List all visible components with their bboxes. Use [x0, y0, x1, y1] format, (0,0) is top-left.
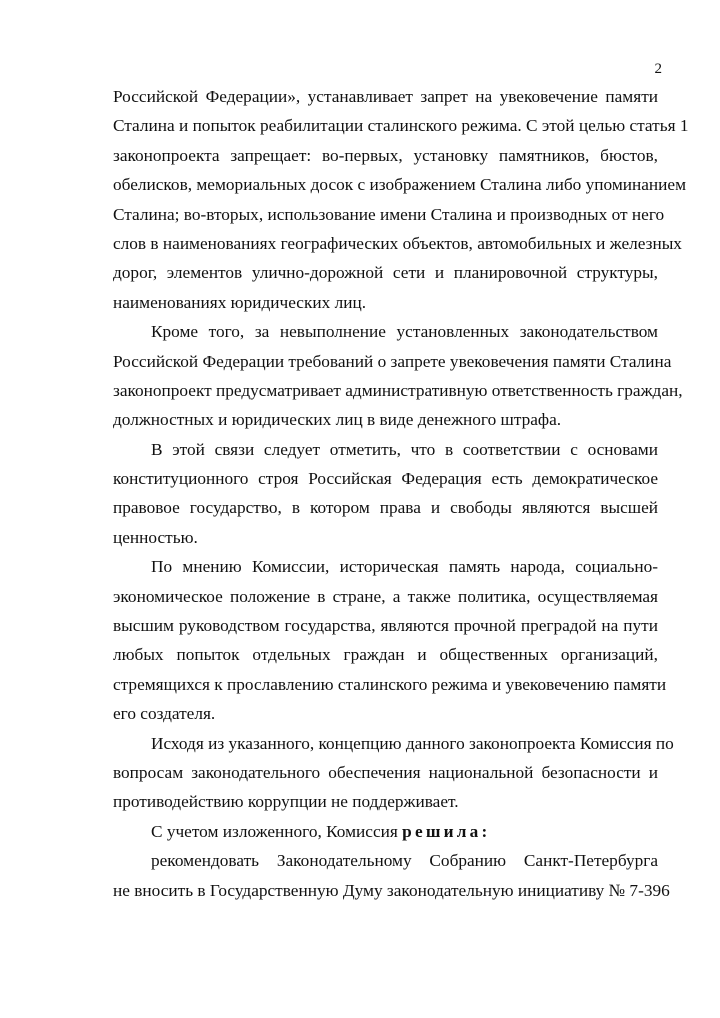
text-line: рекомендовать Законодательному Собранию Санкт-Петербурга [151, 851, 658, 871]
decision-lead-text: С учетом изложенного, Комиссия [151, 821, 403, 841]
text-line: слов в наименованиях географических объектов, автомобильных и железных [113, 233, 682, 253]
text-line: Российской Федерации», устанавливает запрет на увековечение памяти [113, 87, 658, 106]
text-line [113, 817, 658, 846]
document-body [113, 82, 689, 905]
paragraph-4 [113, 552, 667, 728]
text-line: дорог, элементов улично-дорожной сети и планировочной структуры, [113, 263, 658, 283]
text-line: правовое государство, в котором права и свободы являются высшей [113, 498, 658, 518]
text-line: экономическое положение в стране, а также политика, осуществляемая [113, 586, 658, 606]
text-line: наименованиях юридических лиц. [113, 292, 367, 312]
paragraph-3 [113, 435, 658, 553]
text-line: обелисков, мемориальных досок с изображением Сталина либо упоминанием [113, 175, 687, 195]
text-line: Сталина; во-вторых, использование имени Сталина и производных от него [113, 204, 665, 224]
page-number: 2 [654, 61, 662, 77]
text-line: По мнению Комиссии, историческая память народа, социально- [151, 557, 658, 577]
text-line: законопроект предусматривает административную ответственность граждан, [113, 380, 683, 400]
text-line: его создателя. [113, 704, 216, 724]
decision-keyword: решила: [402, 821, 491, 841]
text-line: В этой связи следует отметить, что в соответствии с основами [151, 439, 658, 459]
paragraph-recommendation [113, 846, 670, 905]
text-line: Сталина и попыток реабилитации сталинского режима. С этой целью статья 1 [113, 116, 689, 136]
text-line: стремящихся к прославлению сталинского режима и увековечению памяти [113, 674, 667, 694]
paragraph-5 [113, 729, 674, 817]
text-line: ценностью. [113, 527, 198, 547]
text-line: Кроме того, за невыполнение установленных законодательством [151, 322, 658, 342]
text-line: Российской Федерации требований о запрете увековечения памяти Сталина [113, 351, 672, 371]
text-line: противодействию коррупции не поддерживает. [113, 792, 459, 812]
paragraph-1 [113, 82, 689, 317]
text-line: не вносить в Государственную Думу законодательную инициативу № 7-396 [113, 880, 670, 900]
paragraph-2 [113, 317, 683, 435]
text-line: конституционного строя Российская Федерация есть демократическое [113, 469, 658, 489]
text-line: законопроекта запрещает: во-первых, установку памятников, бюстов, [113, 145, 658, 165]
text-line: должностных и юридических лиц в виде денежного штрафа. [113, 410, 562, 430]
text-line: высшим руководством государства, являются прочной преградой на пути [113, 616, 658, 636]
text-line: Исходя из указанного, концепцию данного законопроекта Комиссия по [151, 733, 674, 753]
text-line: вопросам законодательного обеспечения национальной безопасности и [113, 762, 658, 782]
text-line: любых попыток отдельных граждан и общественных организаций, [113, 645, 658, 665]
paragraph-decision [113, 817, 658, 846]
